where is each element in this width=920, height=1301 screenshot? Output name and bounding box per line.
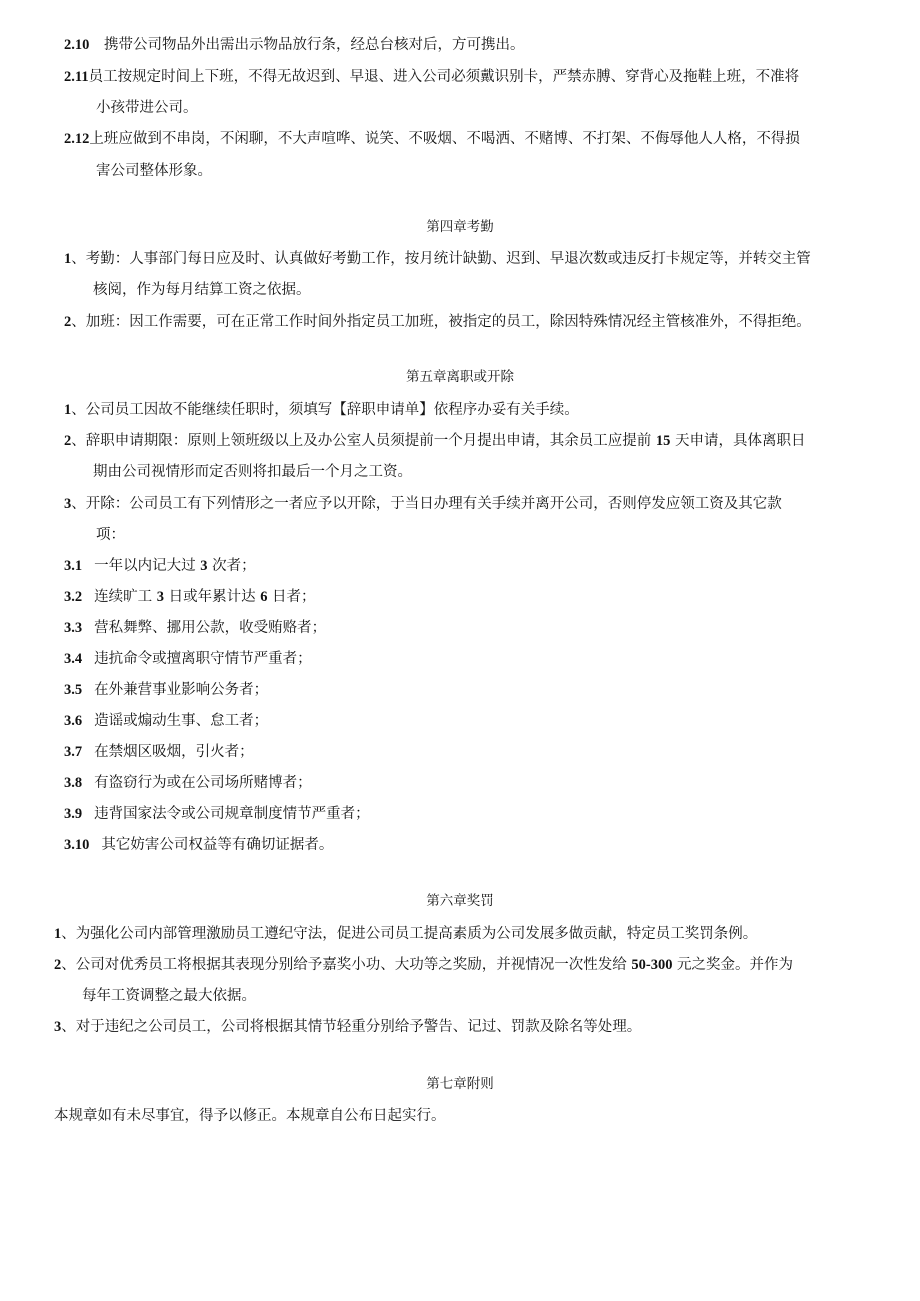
item-text: 上班应做到不串岗，不闲聊，不大声喧哗、说笑、不吸烟、不喝洒、不赌博、不打架、不侮辱他人人格，不得损 [89, 131, 800, 147]
item-number: 3 [64, 496, 72, 512]
sub-3-8 [64, 774, 312, 792]
item-number: 2.11 [64, 69, 89, 85]
item-2-11 [64, 68, 799, 86]
item-text: 有盗窃行为或在公司场所赌博者； [94, 775, 312, 791]
item-text: 违背国家法令或公司规章制度情节严重者； [94, 806, 370, 822]
item-text-end: 日者； [267, 589, 316, 605]
item-text: 一年以内记大过 [94, 558, 201, 574]
ch6-item-3 [54, 1018, 641, 1036]
item-number: 3.2 [64, 589, 83, 605]
item-number: 3.5 [64, 682, 83, 698]
item-text-end: 次者； [207, 558, 256, 574]
ch6-item-2-cont: 每年工资调整之最大依据。 [82, 988, 256, 1004]
item-text: 、辞职申请期限：原则上领班级以上及办公室人员须提前一个月提出申请，其余员工应提前 [71, 433, 656, 449]
sub-3-7 [64, 743, 254, 761]
ch5-item-1 [64, 401, 579, 419]
sub-3-9 [64, 805, 370, 823]
sub-3-3 [64, 619, 326, 637]
item-2-12 [64, 130, 800, 148]
item-number: 2 [54, 957, 62, 973]
item-text: 员工按规定时间上下班，不得无故迟到、早退、进入公司必须戴识别卡，严禁赤膊、穿背心及拖鞋上班，不准将 [88, 69, 800, 85]
sub-3-2 [64, 588, 316, 606]
item-number: 3.1 [64, 558, 83, 574]
item-number: 2.12 [64, 131, 90, 147]
item-number: 2 [64, 433, 72, 449]
item-2-10 [64, 36, 524, 54]
item-text: 在外兼营事业影响公务者； [94, 682, 269, 698]
days-value-2: 6 [260, 589, 268, 605]
item-text: 违抗命令或擅离职守情节严重者； [94, 651, 312, 667]
chapter-7-heading: 第七章附则 [426, 1076, 494, 1092]
item-text: 、考勤：人事部门每日应及时、认真做好考勤工作，按月统计缺勤、迟到、早退次数或违反打卡规定等，并转交主管 [71, 251, 811, 267]
count-value: 3 [200, 558, 208, 574]
item-number: 2 [64, 314, 72, 330]
item-text: 、为强化公司内部管理激励员工遵纪守法，促进公司员工提高素质为公司发展多做贡献，特定员工奖罚条例。 [61, 926, 758, 942]
item-text: 营私舞弊、挪用公款，收受贿赂者； [94, 620, 327, 636]
item-number: 3 [54, 1019, 62, 1035]
item-number: 2.10 [64, 37, 90, 53]
item-text: 其它妨害公司权益等有确切证据者。 [101, 837, 334, 853]
ch7-text: 本规章如有未尽事宜，得予以修正。本规章自公布日起实行。 [54, 1108, 446, 1124]
item-number: 3.7 [64, 744, 83, 760]
ch5-item-3 [64, 495, 782, 513]
item-text: 、加班：因工作需要，可在正常工作时间外指定员工加班，被指定的员工，除因特殊情况经主管核准外，不得拒绝。 [71, 314, 811, 330]
ch5-item-2 [64, 432, 805, 450]
item-text: 连续旷工 [94, 589, 157, 605]
item-text: 造谣或煽动生事、怠工者； [94, 713, 269, 729]
item-text: 、公司员工因故不能继续任职时，须填写【辞职申请单】依程序办妥有关手续。 [71, 402, 579, 418]
item-number: 3.8 [64, 775, 83, 791]
item-number: 1 [54, 926, 62, 942]
sub-3-10 [64, 836, 333, 854]
chapter-6-heading: 第六章奖罚 [426, 893, 494, 909]
item-text: 、公司对优秀员工将根据其表现分别给予嘉奖小功、大功等之奖励，并视情况一次性发给 [61, 957, 632, 973]
chapter-4-heading: 第四章考勤 [426, 219, 494, 235]
ch6-item-2 [54, 956, 793, 974]
chapter-5-heading: 第五章离职或开除 [406, 369, 514, 385]
item-text: 在禁烟区吸烟，引火者； [94, 744, 254, 760]
ch4-item-1 [64, 250, 811, 268]
item-number: 3.9 [64, 806, 83, 822]
item-text-end: 天申请，具体离职日 [670, 433, 806, 449]
ch5-item-3-cont: 项： [96, 527, 125, 543]
item-text: 、开除：公司员工有下列情形之一者应予以开除，于当日办理有关手续并离开公司，否则停发应领工资及其它款 [71, 496, 782, 512]
days-value: 3 [156, 589, 164, 605]
item-text: 携带公司物品外出需出示物品放行条，经总台核对后，方可携出。 [103, 37, 525, 53]
item-number: 3.6 [64, 713, 83, 729]
item-number: 3.10 [64, 837, 90, 853]
ch6-item-1 [54, 925, 757, 943]
item-number: 3.4 [64, 651, 83, 667]
days-value: 15 [655, 433, 671, 449]
item-2-11-cont: 小孩带进公司。 [96, 100, 198, 116]
item-number: 3.3 [64, 620, 83, 636]
item-text-end: 元之奖金。并作为 [672, 957, 794, 973]
ch4-item-1-cont: 核阅，作为每月结算工资之依据。 [93, 282, 311, 298]
ch4-item-2 [64, 313, 811, 331]
item-text: 、对于违纪之公司员工，公司将根据其情节轻重分别给予警告、记过、罚款及除名等处理。 [61, 1019, 642, 1035]
bonus-amount: 50-300 [631, 957, 673, 973]
item-2-12-cont: 害公司整体形象。 [96, 163, 212, 179]
sub-3-4 [64, 650, 312, 668]
item-text-mid: 日或年累计达 [163, 589, 261, 605]
item-number: 1 [64, 251, 72, 267]
sub-3-5 [64, 681, 268, 699]
sub-3-6 [64, 712, 268, 730]
item-number: 1 [64, 402, 72, 418]
sub-3-1 [64, 557, 256, 575]
ch5-item-2-cont: 期由公司视情形而定否则将扣最后一个月之工资。 [93, 464, 412, 480]
